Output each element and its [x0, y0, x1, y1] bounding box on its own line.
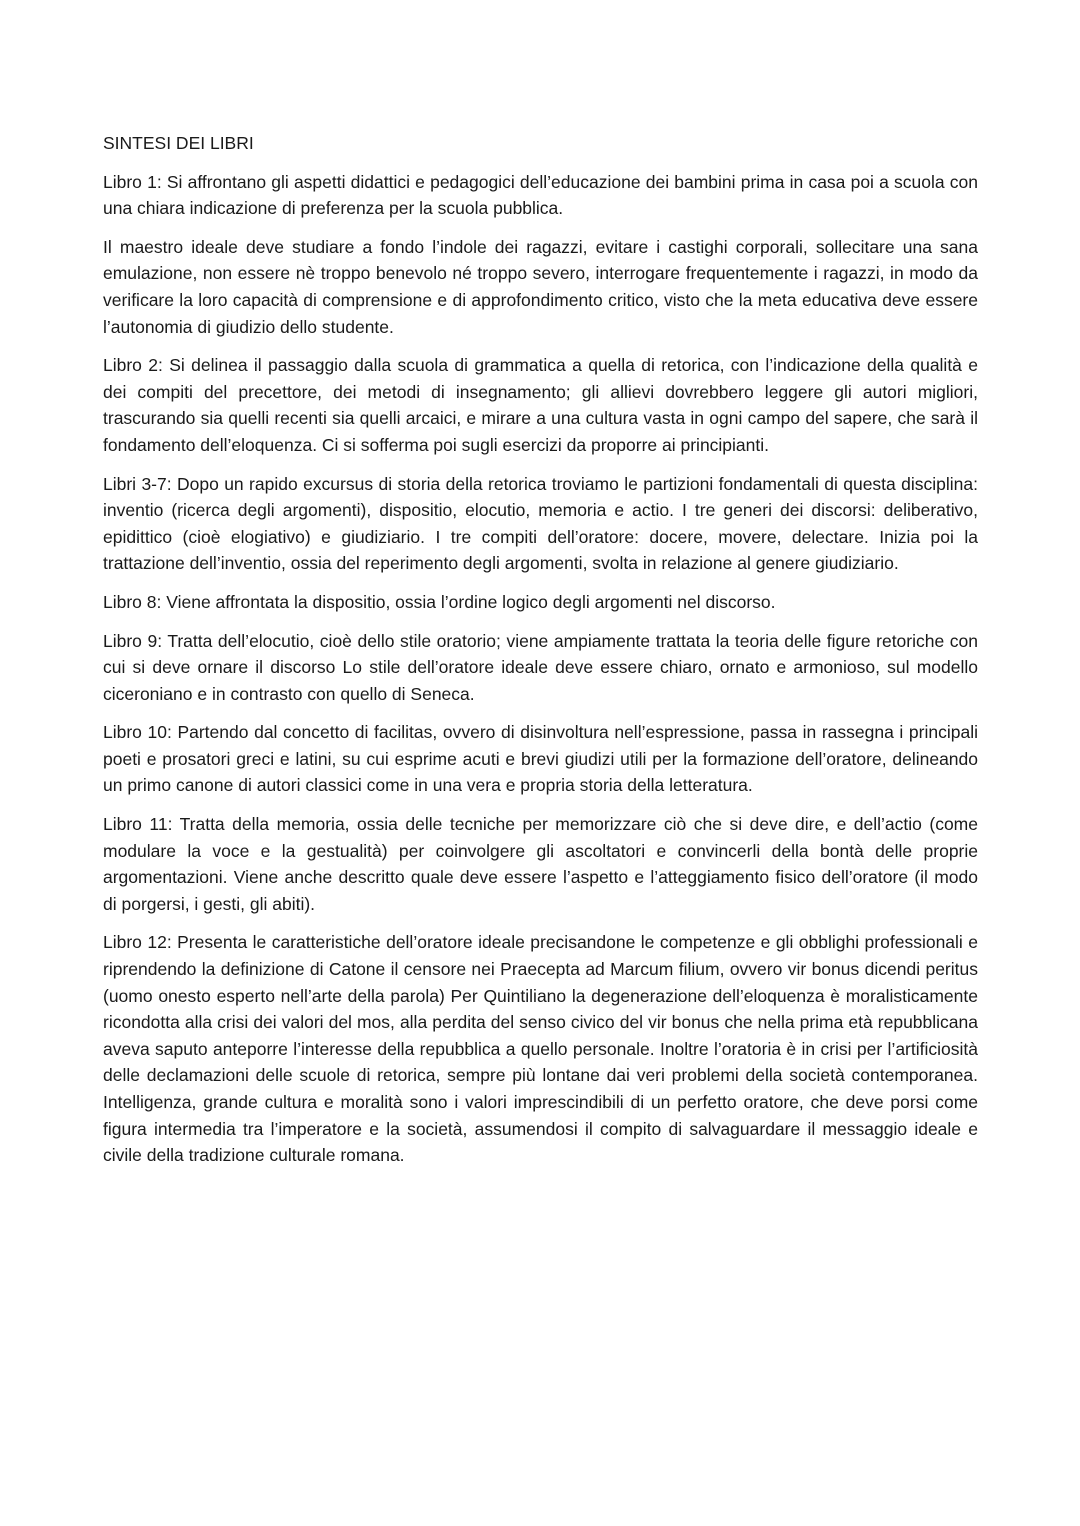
paragraph-libro-8: Libro 8: Viene affrontata la dispositio, ossia l’ordine logico degli argomenti nel discorso.: [103, 591, 776, 612]
paragraph-maestro-ideale: Il maestro ideale deve studiare a fondo l’indole dei ragazzi, evitare i castighi corporali, sollecitare una sana emulazione, non essere nè troppo benevolo né troppo severo, interrogare frequentemente i ragazzi, in modo da verificare la loro capacità di comprensione e di approfondimento critico, visto che la meta educativa deve essere l’autonomia di giudizio dello studente.: [103, 236, 978, 337]
document-title: SINTESI DEI LIBRI: [103, 133, 254, 153]
paragraph-libro-11: Libro 11: Tratta della memoria, ossia delle tecniche per memorizzare ciò che si deve dire, e dell’actio (come modulare la voce e la gestualità) per coinvolgere gli ascoltatori e convincerli della bontà delle proprie argomentazioni. Viene anche descritto quale deve essere l’aspetto e l’atteggiamento fisico dell’oratore (il modo di porgersi, i gesti, gli abiti).: [103, 814, 978, 914]
paragraph-libro-9: Libro 9: Tratta dell’elocutio, cioè dello stile oratorio; viene ampiamente trattata la teoria delle figure retoriche con cui si deve ornare il discorso Lo stile dell’oratore ideale deve essere chiaro, ornato e armonioso, sul modello ciceroniano e in contrasto con quello di Seneca.: [103, 630, 978, 704]
paragraph-libro-12: Libro 12: Presenta le caratteristiche dell’oratore ideale precisandone le competenze e gli obblighi professionali e riprendendo la definizione di Catone il censore nei Praecepta ad Marcum filium, ovvero vir bonus dicendi peritus (uomo onesto esperto nell’arte della parola) Per Quintiliano la degenerazione dell’eloquenza è moralisticamente ricondotta alla crisi dei valori del mos, alla perdita del senso civico del vir bonus che nella prima età repubblicana aveva saputo anteporre l’interesse della repubblica a quello personale. Inoltre l’oratoria è in crisi per l’artificiosità delle declamazioni delle scuole di retorica, sempre più lontane dai veri problemi della società contemporanea. Intelligenza, grande cultura e moralità sono i valori imprescindibili di un perfetto oratore, che deve porsi come figura intermedia tra l’imperatore e la società, assumendosi il compito di salvaguardare il messaggio ideale e civile della tradizione culturale romana.: [103, 932, 978, 1166]
paragraph-libro-10: Libro 10: Partendo dal concetto di facilitas, ovvero di disinvoltura nell’espressione, passa in rassegna i principali poeti e prosatori greci e latini, su cui esprime acuti e brevi giudizi utili per la formazione dell’oratore, delineando un primo canone di autori classici come in una vera e propria storia della letteratura.: [103, 722, 978, 796]
paragraph-libri-3-7: Libri 3-7: Dopo un rapido excursus di storia della retorica troviamo le partizioni fondamentali di questa disciplina: inventio (ricerca degli argomenti), dispositio, elocutio, memoria e actio. I tre generi dei discorsi: deliberativo, epidittico (cioè elogiativo) e giudiziario. I tre compiti dell’oratore: docere, movere, delectare. Inizia poi la trattazione dell’inventio, ossia del reperimento degli argomenti, svolta in relazione al genere giudiziario.: [103, 473, 978, 574]
document-page: [103, 130, 978, 1181]
paragraph-libro-2: Libro 2: Si delinea il passaggio dalla scuola di grammatica a quella di retorica, con l’indicazione della qualità e dei compiti del precettore, dei metodi di insegnamento; gli allievi dovrebbero leggere gli autori migliori, trascurando sia quelli recenti sia quelli arcaici, e mirare a una cultura vasta in ogni campo del sapere, che sarà il fondamento dell’eloquenza. Ci si sofferma poi sugli esercizi da proporre ai principianti.: [103, 355, 978, 455]
paragraph-libro-1: Libro 1: Si affrontano gli aspetti didattici e pedagogici dell’educazione dei bambini prima in casa poi a scuola con una chiara indicazione di preferenza per la scuola pubblica.: [103, 171, 978, 219]
